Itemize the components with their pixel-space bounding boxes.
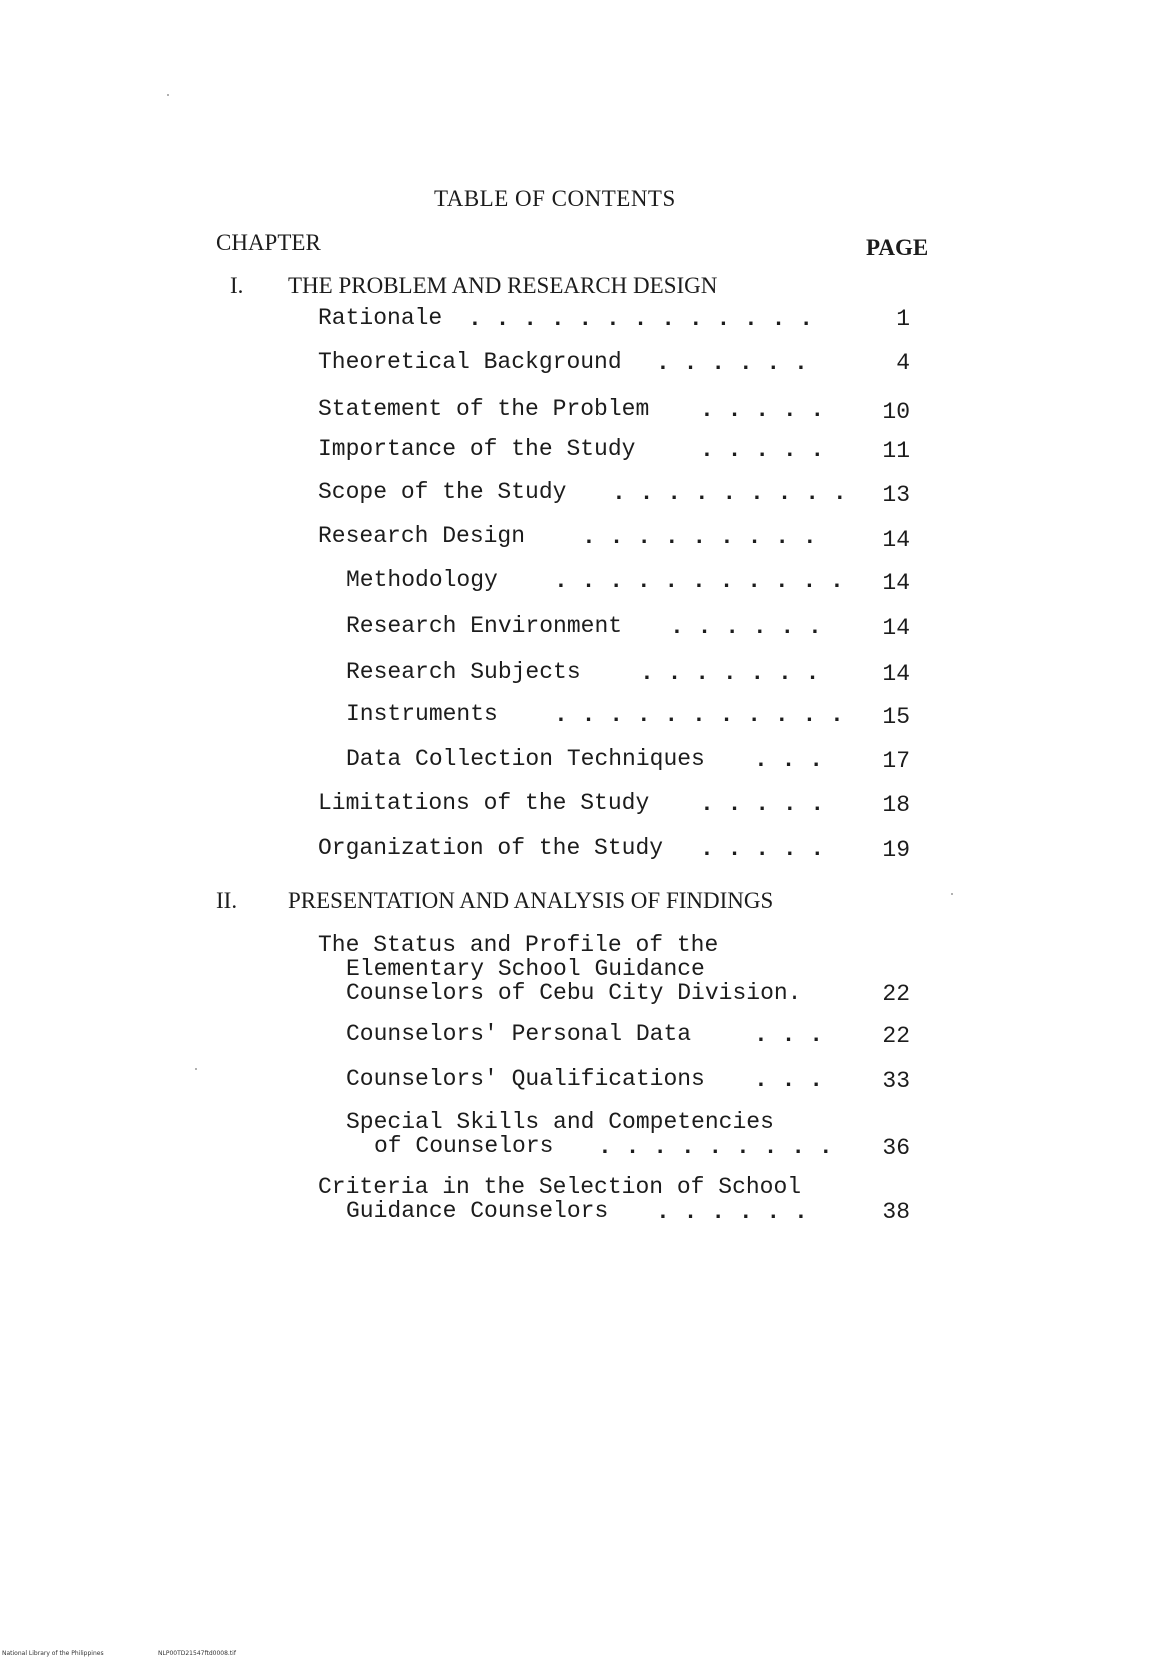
entry-text: Rationale [318,305,443,331]
page-number: 4 [896,350,910,376]
scan-speck [167,94,169,96]
leader-dots: . . . . . [700,437,825,463]
leader-dots: . . . [754,747,824,773]
entry-text: Data Collection Techniques [346,746,705,772]
leader-dots: . . . . . [700,397,825,423]
entry-text: Research Design [318,523,526,549]
entry-text: Theoretical Background [318,349,622,375]
column-header-chapter: CHAPTER [216,230,321,255]
entry-text: Scope of the Study [318,479,567,505]
page-number: 19 [882,837,910,863]
footer-file-label: NLP00TD21547ftd0008.tif [158,1650,236,1657]
page-number: 11 [882,438,910,464]
footer-library-label: National Library of the Philippines [2,1650,104,1657]
scan-speck [951,893,953,895]
leader-dots: . . . . . . [670,614,822,640]
page-number: 22 [882,1023,910,1049]
page-number: 14 [882,527,910,553]
entry-text: Methodology [346,567,498,593]
entry-text-line: Guidance Counselors [346,1198,609,1224]
page-number: 14 [882,570,910,596]
entry-text-line: of Counselors [374,1133,554,1159]
entry-text: Statement of the Problem [318,396,650,422]
scan-speck [195,1068,197,1070]
page-number: 10 [882,399,910,425]
entry-text: Instruments [346,701,498,727]
entry-text: Importance of the Study [318,436,636,462]
leader-dots: . . . . . . [656,1199,808,1225]
chapter-title: PRESENTATION AND ANALYSIS OF FINDINGS [288,888,774,913]
entry-text-line: Special Skills and Competencies [346,1109,774,1135]
leader-dots: . . . . . . . [640,660,820,686]
page-title: TABLE OF CONTENTS [434,186,676,211]
entry-text-line: Criteria in the Selection of School [318,1174,802,1200]
column-header-page: PAGE [866,235,929,260]
page-number: 15 [882,704,910,730]
leader-dots: . . . . . . . . . . . [554,568,844,594]
leader-dots: . . . . . . . . . [598,1134,833,1160]
leader-dots: . . . . . . . . . [582,524,817,550]
page-number: 38 [882,1199,910,1225]
page-number: 1 [896,306,910,332]
leader-dots: . . . . . . [656,350,808,376]
entry-text: Counselors' Qualifications [346,1066,705,1092]
leader-dots: . . . . . . . . . [612,480,847,506]
entry-text-line: The Status and Profile of the [318,932,719,958]
page-number: 36 [882,1135,910,1161]
page-number: 14 [882,661,910,687]
entry-text: Research Environment [346,613,623,639]
leader-dots: . . . . . [700,791,825,817]
page-number: 18 [882,792,910,818]
entry-text: Limitations of the Study [318,790,650,816]
leader-dots: . . . [754,1067,824,1093]
chapter-title: THE PROBLEM AND RESEARCH DESIGN [288,273,718,298]
entry-text: Research Subjects [346,659,581,685]
entry-text: Counselors' Personal Data [346,1021,692,1047]
page-number: 13 [882,482,910,508]
chapter-number: II. [216,888,238,913]
leader-dots: . . . . . . . . . . . [554,702,844,728]
leader-dots: . . . [754,1022,824,1048]
entry-text-line: Elementary School Guidance [346,956,705,982]
page-number: 22 [882,981,910,1007]
page-number: 33 [882,1068,910,1094]
page-number: 14 [882,615,910,641]
leader-dots: . . . . . [700,836,825,862]
chapter-number: I. [230,273,244,298]
page-number: 17 [882,748,910,774]
entry-text: Organization of the Study [318,835,664,861]
leader-dots: . . . . . . . . . . . . . [468,306,814,332]
entry-text-line: Counselors of Cebu City Division. [346,980,802,1006]
